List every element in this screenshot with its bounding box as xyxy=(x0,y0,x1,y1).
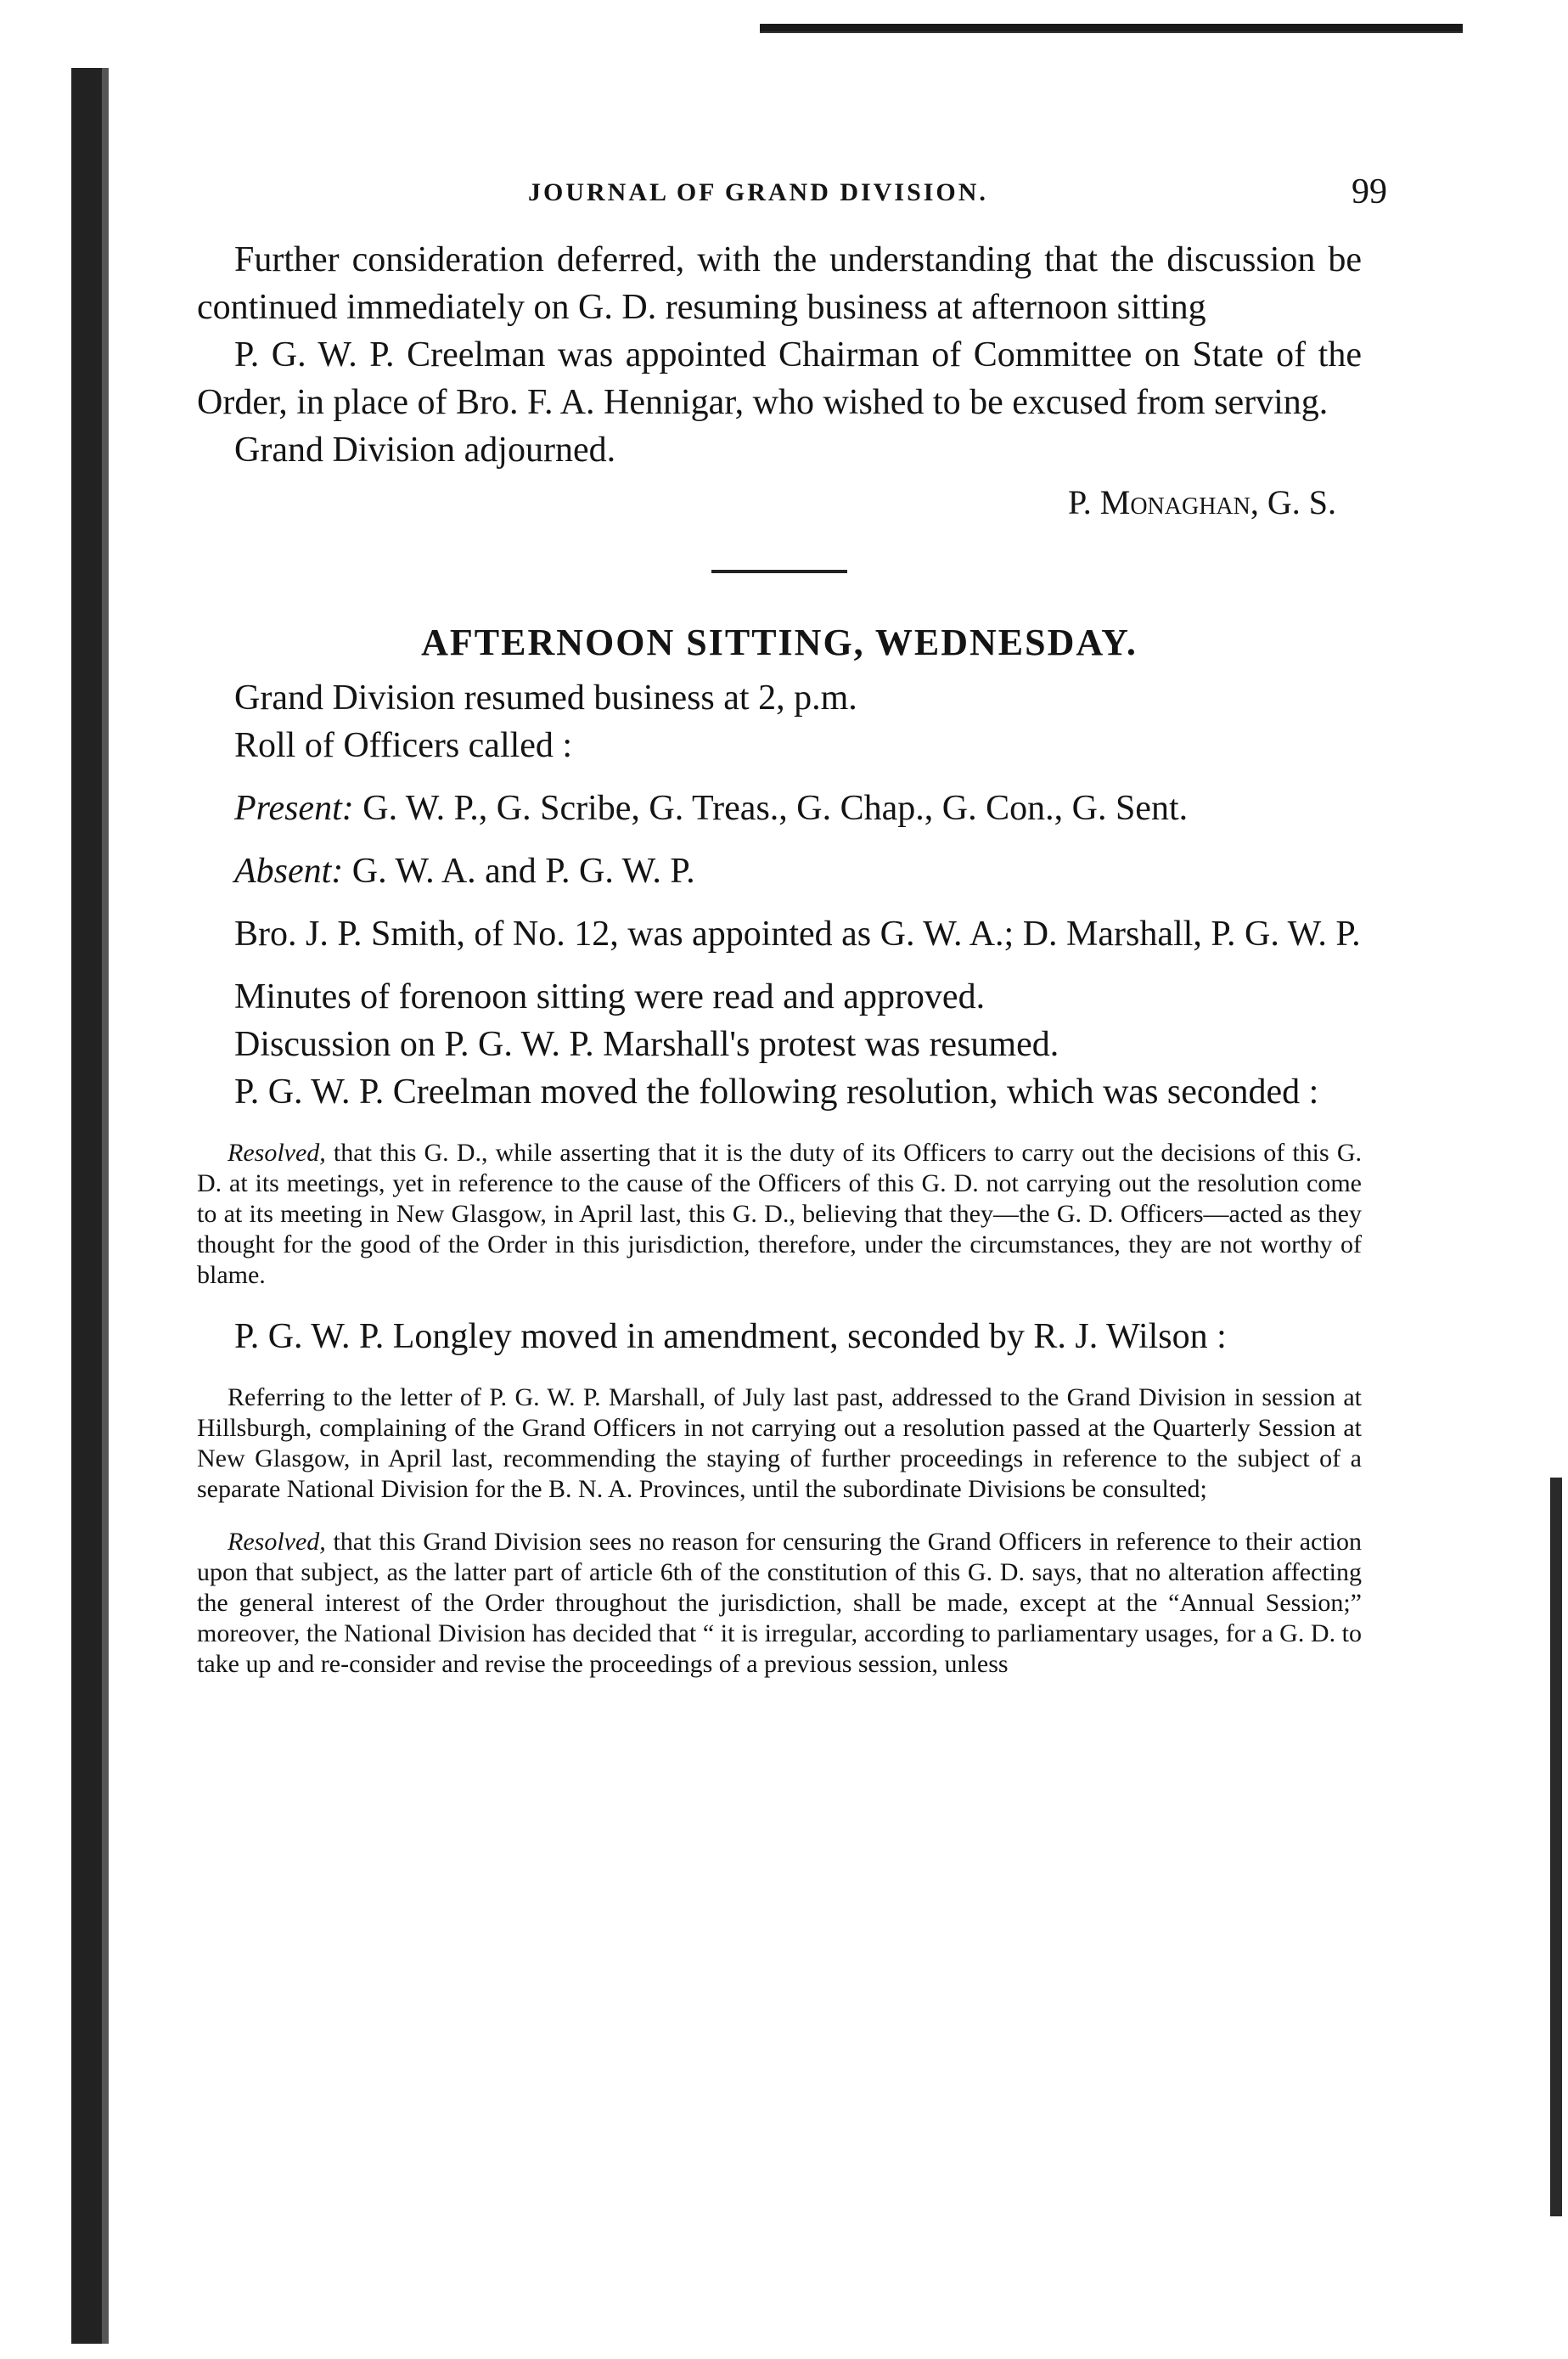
paragraph-minutes-approved: Minutes of forenoon sitting were read and approved. xyxy=(234,977,986,1016)
paragraph-absent xyxy=(197,847,1362,895)
page-number: 99 xyxy=(1352,172,1387,211)
resolution-text: that this G. D., while asserting that it is the duty of its Officers to carry out the decisions of this G. D. at its meetings, yet in reference to the cause of the Officers of this G. D. not carrying out the resolution come to at its meeting in New Glasgow, in April last, this G. D., believing that they—the G. D. Officers—acted as they thought for the good of the Order in this jurisdiction, therefore, under the circumstances, they are not worthy of blame. xyxy=(197,1139,1362,1289)
resolution-text: that this Grand Division sees no reason for censuring the Grand Officers in reference to their action upon that subject, as the latter part of article 6th of the constitution of this G. D. says, that no alteration affecting the general interest of the Order throughout the jurisdiction, shall be made, except at the “Annual Session;” moreover, the National Division has decided that “ it is irregular, according to parliamentary usages, for a G. D. to take up and re-consider and revise the proceedings of a previous session, unless xyxy=(197,1528,1362,1678)
running-head xyxy=(197,170,1387,221)
paragraph-roll-called: Roll of Officers called : xyxy=(234,726,573,765)
present-label: Present: xyxy=(234,789,354,828)
paragraph-referring-letter: Referring to the letter of P. G. W. P. Marshall, of July last past, addressed to the Grand Division in session at Hillsburgh, complaining of the Grand Officers in not carrying out a resolution passed at the Quarterly Session at New Glasgow, in April last, recommending the staying of further proceedings in reference to the subject of a separate National Division for the B. N. A. Provinces, until the subordinate Divisions be consulted; xyxy=(197,1383,1362,1503)
section-heading-afternoon: AFTERNOON SITTING, WEDNESDAY. xyxy=(421,622,1138,663)
paragraph-longley-amendment: P. G. W. P. Longley moved in amendment, seconded by R. J. Wilson : xyxy=(234,1317,1227,1356)
paragraph-deferred: Further consideration deferred, with the understanding that the discussion be continued immediately on G. D. resuming business at afternoon sitting xyxy=(197,240,1362,327)
running-title: JOURNAL OF GRAND DIVISION. xyxy=(528,178,988,206)
present-text: G. W. P., G. Scribe, G. Treas., G. Chap., G. Con., G. Sent. xyxy=(353,789,1189,828)
signature-monaghan: P. Monaghan, G. S. xyxy=(1067,483,1336,521)
paragraph-creelman-appointed: P. G. W. P. Creelman was appointed Chairman of Committee on State of the Order, in place of Bro. F. A. Hennigar, who wished to be excused from serving. xyxy=(197,335,1362,422)
top-rule-thin xyxy=(760,31,1463,33)
paragraph-present xyxy=(197,785,1362,832)
resolution-longley xyxy=(197,1527,1362,1680)
scanned-right-edge xyxy=(1550,1478,1562,2216)
resolution-label: Resolved, xyxy=(228,1139,326,1167)
scanned-page-edge xyxy=(71,68,107,2344)
paragraph-smith-appointed: Bro. J. P. Smith, of No. 12, was appointed as G. W. A.; D. Marshall, P. G. W. P. xyxy=(234,915,1361,954)
resolution-label: Resolved, xyxy=(228,1528,326,1556)
paragraph-creelman-moved: P. G. W. P. Creelman moved the following resolution, which was seconded : xyxy=(234,1073,1319,1112)
page-content xyxy=(197,170,1387,1680)
paragraph-protest-resumed: Discussion on P. G. W. P. Marshall's protest was resumed. xyxy=(234,1025,1059,1064)
paragraph-adjourned: Grand Division adjourned. xyxy=(234,431,616,470)
absent-text: G. W. A. and P. G. W. P. xyxy=(343,852,695,891)
section-separator xyxy=(711,570,847,573)
resolution-creelman xyxy=(197,1138,1362,1291)
paragraph-resumed: Grand Division resumed business at 2, p.m. xyxy=(234,678,857,718)
absent-label: Absent: xyxy=(234,852,344,891)
